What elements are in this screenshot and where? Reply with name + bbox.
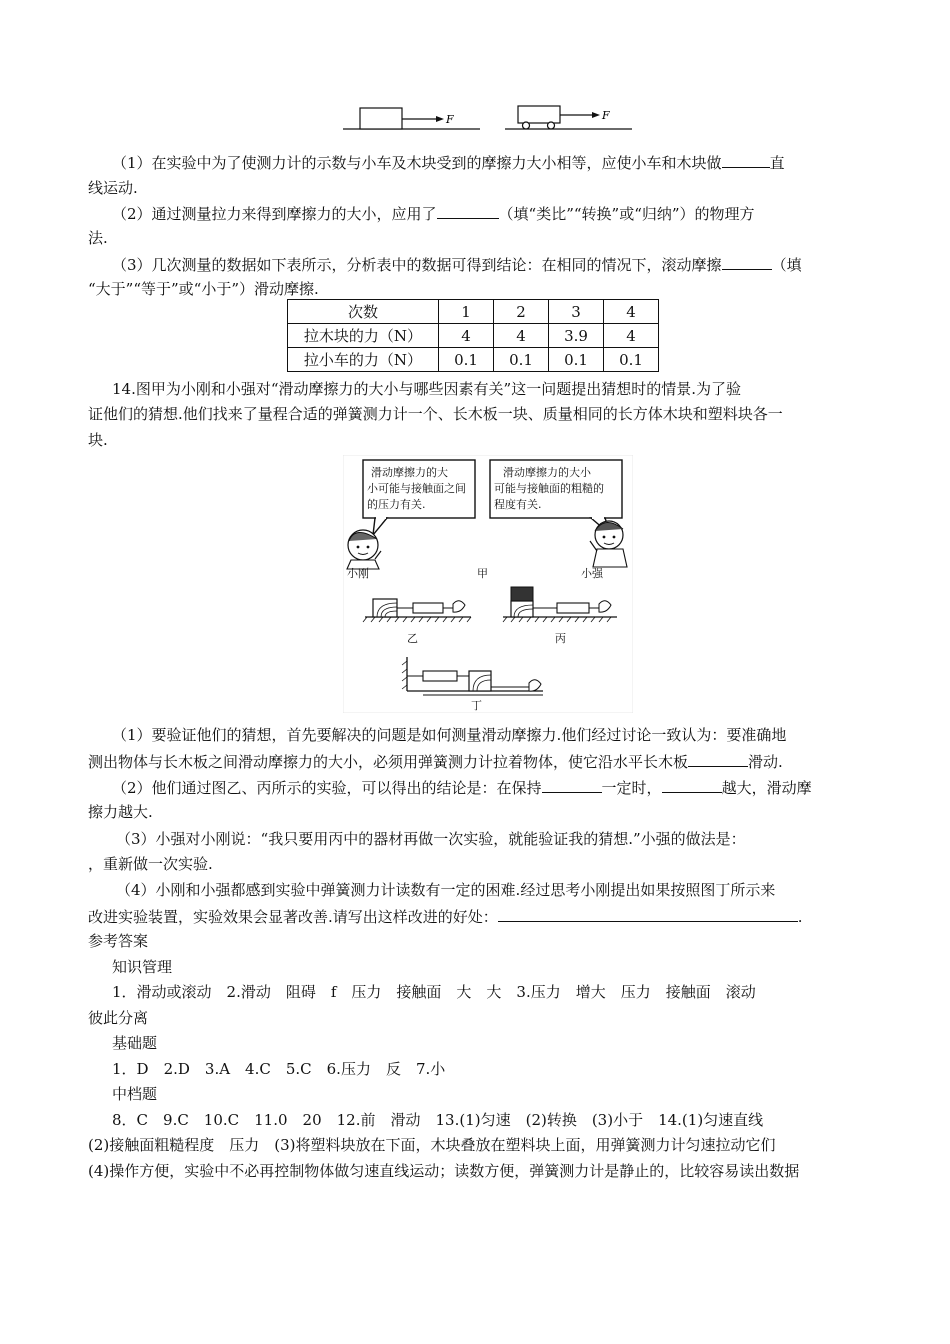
q14-p3-line-1: （3）小强对小刚说：“我只要用丙中的器材再做一次实验，就能验证我的猜想.”小强的做法是： xyxy=(116,830,746,848)
cart-body xyxy=(518,106,560,123)
label-yi: 乙 xyxy=(407,632,418,645)
force-label-2: F xyxy=(602,109,610,122)
answers-section-3-line-3: (4)操作方便，实验中不必再控制物体做匀速直线运动；读数方便，弹簧测力计是静止的，比较容易读出数据 xyxy=(88,1162,800,1180)
answers-section-2-title: 基础题 xyxy=(112,1034,158,1052)
q14-intro-2: 证他们的猜想.他们找来了量程合适的弹簧测力计一个、长木板一块、质量相同的长方体木块和塑料块各一 xyxy=(88,405,783,423)
answers-section-1-line-1: 1．滑动或滚动 2.滑动 阻碍 f 压力 接触面 大 大 3.压力 增大 压力 接触面 滚动 xyxy=(112,983,756,1001)
q14-p4-line-2: 改进实验装置，实验效果会显著改善.请写出这样改进的好处： . xyxy=(88,908,803,926)
label-xiaogang: 小刚 xyxy=(347,567,369,580)
q14-intro-3: 块. xyxy=(88,431,108,449)
answers-section-2-line-1: 1．D 2.D 3.A 4.C 5.C 6.压力 反 7.小 xyxy=(112,1060,446,1078)
q14-p1-line-1: （1）要验证他们的猜想，首先要解决的问题是如何测量滑动摩擦力.他们经过讨论一致认为：要准确地 xyxy=(112,726,787,744)
answers-section-1-line-2: 彼此分离 xyxy=(88,1009,149,1027)
answers-section-3-line-1: 8．C 9.C 10.C 11.0 20 12.前 滑动 13.(1)匀速 (2)转换 (3)小于 14.(1)匀速直线 xyxy=(112,1111,764,1129)
q14-intro-1: 14.图甲为小刚和小强对“滑动摩擦力的大小与哪些因素有关”这一问题提出猜想时的情景.为了验 xyxy=(112,380,741,398)
q14-p3-line-2: ，重新做一次实验. xyxy=(88,855,213,873)
wood-block xyxy=(360,108,402,129)
q13-line-2: 线运动. xyxy=(88,179,138,197)
bubble-right-line-2: 可能与接触面的粗糙的 xyxy=(494,482,604,495)
answers-title: 参考答案 xyxy=(88,932,149,950)
q13-line-1: （1）在实验中为了使测力计的示数与小车及木块受到的摩擦力大小相等，应使小车和木块做 直 xyxy=(112,154,785,172)
table-row: 次数 1 2 3 4 xyxy=(288,300,659,324)
measurement-table xyxy=(287,299,659,372)
q14-p2-line-2: 擦力越大. xyxy=(88,803,153,821)
q14-p2-line-1: （2）他们通过图乙、丙所示的实验，可以得出的结论是：在保持 一定时， 越大，滑动摩 xyxy=(112,779,812,797)
friction-experiment-figure xyxy=(343,455,633,713)
bubble-left-line-3: 的压力有关. xyxy=(367,498,426,511)
answers-section-1-title: 知识管理 xyxy=(112,958,173,976)
bubble-left-line-1: 滑动摩擦力的大 xyxy=(371,466,448,479)
bubble-right-line-1: 滑动摩擦力的大小 xyxy=(503,466,591,479)
q13-line-6: “大于”“等于”或“小于”）滑动摩擦. xyxy=(88,280,319,298)
table-row: 拉木块的力（N） 4 4 3.9 4 xyxy=(288,324,659,348)
bubble-right-line-3: 程度有关. xyxy=(494,498,542,511)
q14-p4-line-1: （4）小刚和小强都感到实验中弹簧测力计读数有一定的困难.经过思考小刚提出如果按照图丁所示来 xyxy=(116,881,776,899)
q14-p1-line-2: 测出物体与长木板之间滑动摩擦力的大小，必须用弹簧测力计拉着物体，使它沿水平长木板 滑动. xyxy=(88,753,783,771)
force-label-1: F xyxy=(446,113,454,126)
label-bing: 丙 xyxy=(555,632,566,645)
block-cart-figure xyxy=(340,98,640,138)
label-xiaoqiang: 小强 xyxy=(581,567,603,580)
table-row: 拉小车的力（N） 0.1 0.1 0.1 0.1 xyxy=(288,348,659,372)
label-jia: 甲 xyxy=(477,567,488,580)
q13-line-4: 法. xyxy=(88,229,108,247)
bubble-left-line-2: 小可能与接触面之间 xyxy=(367,482,466,495)
answers-section-3-title: 中档题 xyxy=(112,1085,158,1103)
q13-line-3: （2）通过测量拉力来得到摩擦力的大小，应用了 （填“类比”“转换”或“归纳”）的物理方 xyxy=(112,205,755,223)
answers-section-3-line-2: (2)接触面粗糙程度 压力 (3)将塑料块放在下面，木块叠放在塑料块上面，用弹簧测力计匀速拉动它们 xyxy=(88,1136,776,1154)
label-ding: 丁 xyxy=(471,699,482,712)
q13-line-5: （3）几次测量的数据如下表所示，分析表中的数据可得到结论：在相同的情况下，滚动摩擦 （填 xyxy=(112,256,802,274)
